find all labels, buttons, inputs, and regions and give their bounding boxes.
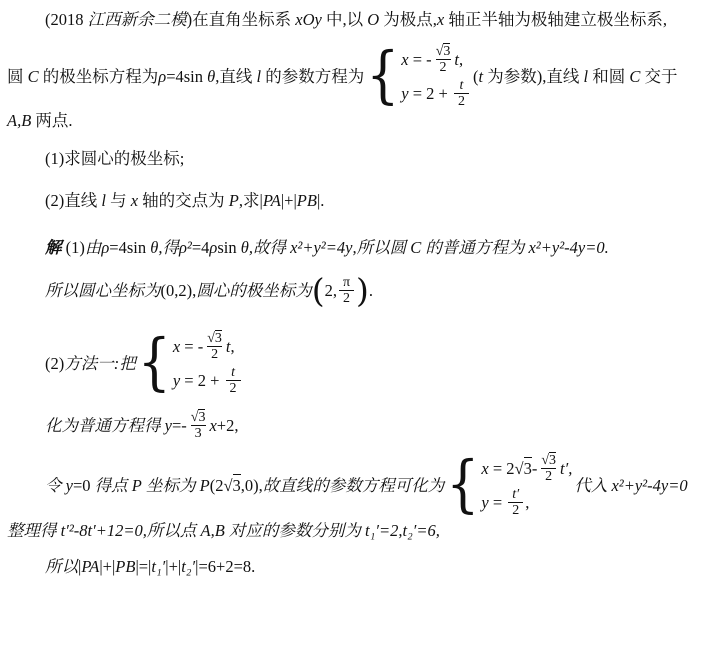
- text-run: =0: [72, 475, 95, 495]
- text-run: 轴的交点为: [138, 191, 229, 210]
- text-run: |+|: [99, 557, 116, 576]
- solution-line-3: [0, 327, 712, 399]
- text-run: ρ: [158, 66, 167, 86]
- text-run: y: [481, 493, 489, 512]
- text-run: +2,: [216, 415, 239, 435]
- text-run: ,0),: [240, 475, 263, 495]
- text-run: √: [223, 475, 233, 495]
- text-run: |.: [316, 191, 325, 210]
- text-run: t′: [512, 487, 520, 502]
- text-run: 2: [343, 291, 350, 306]
- text-run: 代入: [574, 475, 612, 495]
- text-run: 3: [214, 331, 222, 346]
- text-run: t′,: [560, 458, 573, 478]
- equation-system: [446, 449, 573, 521]
- text-run: P: [199, 475, 210, 495]
- text-run: θ: [207, 66, 216, 86]
- text-run: x²+y²-4y=0: [611, 475, 688, 495]
- text-run: √: [514, 458, 524, 478]
- fraction-denominator: [454, 93, 469, 109]
- fraction: [454, 78, 469, 109]
- text-run: t: [459, 78, 464, 93]
- text-run: x: [401, 49, 409, 69]
- question-1: (1)求圆心的极坐标;: [45, 149, 185, 168]
- fraction-denominator: [339, 290, 354, 306]
- text-run: |+|: [165, 557, 182, 576]
- text-run: 所以圆心坐标为: [45, 281, 161, 300]
- text-run: y: [164, 415, 172, 435]
- text-run: |: [78, 557, 82, 576]
- equation-rows: [173, 330, 243, 396]
- solution-line-2: [0, 270, 712, 310]
- text-run: PA: [81, 557, 100, 576]
- fraction-denominator: [207, 346, 222, 362]
- text-run: √: [207, 331, 215, 346]
- text-run: t: [225, 336, 231, 356]
- text-run: .: [368, 281, 373, 300]
- fraction-numerator: [510, 487, 521, 502]
- text-run: 得点: [94, 475, 132, 495]
- text-run: π: [342, 275, 351, 290]
- fraction: [189, 409, 208, 441]
- text-run: 为极点,: [379, 10, 437, 29]
- text-run: 方法一:把: [64, 353, 136, 373]
- text-run: t₁′: [151, 557, 166, 576]
- text-run: 的极坐标方程为: [38, 66, 159, 86]
- fraction-numerator: [539, 452, 558, 468]
- fraction: [339, 275, 354, 306]
- text-run: 化为普通方程得: [45, 415, 165, 435]
- text-run: x²+y²-4y=0.: [528, 238, 609, 257]
- fraction: [539, 452, 558, 484]
- text-run: = 2 +: [408, 84, 452, 103]
- text-run: ,求: [238, 191, 260, 210]
- fraction-denominator: [508, 502, 523, 518]
- text-run: t′²-8t′+12=0: [60, 521, 143, 540]
- text-run: 对应的参数分别为: [224, 521, 366, 540]
- text-run: -: [531, 458, 538, 478]
- text-run: |=6+2=8.: [195, 557, 256, 576]
- text-run: 2: [545, 469, 553, 484]
- fraction-numerator: [189, 409, 208, 425]
- text-run: = -: [408, 49, 432, 69]
- solution-line-5: [0, 449, 712, 521]
- text-run: ,故得: [248, 238, 291, 257]
- problem-line-3: [0, 110, 712, 131]
- text-run: y: [172, 371, 181, 390]
- text-run: )在直角坐标系: [186, 10, 296, 29]
- text-run: =4sin: [109, 238, 151, 257]
- text-run: √: [435, 44, 444, 59]
- left-brace-icon: {: [446, 449, 480, 521]
- text-run: t₁′=2,t₂′=6,: [365, 521, 440, 540]
- equation-system: [366, 40, 471, 112]
- text-run: t: [478, 66, 484, 86]
- text-run: sin: [217, 238, 241, 257]
- equation-row: [173, 365, 243, 396]
- solution-line-1: [0, 237, 712, 258]
- text-run: 2: [229, 381, 237, 396]
- text-run: C: [410, 238, 422, 257]
- text-run: (2018: [45, 10, 88, 29]
- equation-system: [137, 327, 243, 399]
- text-run: 交于: [640, 66, 678, 86]
- text-run: 3: [198, 410, 206, 425]
- text-run: y: [401, 84, 409, 103]
- text-run: 轴正半轴为极轴建立极坐标系,: [444, 10, 667, 29]
- left-brace-icon: {: [137, 327, 171, 399]
- solution-line-4: [0, 409, 712, 441]
- text-run: 2,: [324, 281, 337, 300]
- text-run: 为参数),直线: [483, 66, 584, 86]
- text-run: 2: [512, 503, 520, 518]
- text-run: 3: [194, 426, 202, 441]
- text-run: l: [256, 66, 262, 86]
- text-run: P: [131, 475, 142, 495]
- text-run: 所以: [45, 557, 78, 576]
- text-run: 令: [45, 475, 66, 495]
- text-run: l: [583, 66, 589, 86]
- text-run: =-: [171, 415, 187, 435]
- text-run: 3: [549, 453, 556, 468]
- text-run: 故直线的参数方程可化为: [262, 475, 445, 495]
- text-run: 坐标为: [141, 475, 200, 495]
- text-run: x: [130, 191, 139, 210]
- text-run: (2: [209, 475, 224, 495]
- text-run: t: [231, 365, 235, 380]
- fraction: [508, 487, 523, 518]
- left-brace-icon: {: [366, 40, 400, 112]
- text-run: (1): [61, 238, 85, 257]
- problem-line-1: [0, 9, 712, 30]
- text-run: x: [209, 415, 217, 435]
- text-run: ,: [525, 493, 530, 512]
- fraction: [205, 330, 224, 362]
- text-run: 的普通方程为: [421, 238, 529, 257]
- text-run: A,B: [7, 111, 32, 130]
- text-run: ,: [230, 336, 235, 356]
- fraction-numerator: [341, 275, 352, 290]
- fraction-numerator: [205, 330, 224, 346]
- text-run: x: [481, 458, 489, 478]
- text-run: = -: [180, 336, 204, 356]
- text-run: ρ: [101, 238, 110, 257]
- text-run: 两点.: [31, 111, 73, 130]
- text-run: x²+y²=4y: [290, 238, 353, 257]
- text-run: ρ²: [178, 238, 192, 257]
- text-run: 江西新余二模: [87, 10, 187, 29]
- text-run: |=|: [135, 557, 152, 576]
- fraction-denominator: [541, 468, 556, 484]
- text-run: =4sin: [166, 66, 208, 86]
- fraction-numerator: [458, 78, 466, 93]
- text-run: (2): [45, 353, 65, 373]
- text-run: 圆: [7, 66, 28, 86]
- text-run: |: [259, 191, 263, 210]
- equation-rows: [401, 43, 471, 109]
- text-run: 中,以: [321, 10, 368, 29]
- text-run: C: [27, 66, 39, 86]
- text-run: t₂′: [181, 557, 196, 576]
- fraction: [226, 365, 241, 396]
- fraction-denominator: [191, 425, 206, 441]
- fraction: [434, 43, 453, 75]
- fraction-denominator: [226, 380, 241, 396]
- text-run: x: [172, 336, 181, 356]
- text-run: =: [488, 493, 507, 512]
- text-run: (: [473, 66, 479, 86]
- equation-row: [481, 452, 572, 484]
- text-run: 3: [232, 476, 241, 495]
- question-2: [0, 190, 712, 211]
- text-run: 整理得: [7, 521, 61, 540]
- fraction-denominator: [436, 59, 451, 75]
- text-run: √: [190, 410, 199, 425]
- text-run: 2: [211, 347, 219, 362]
- text-run: ): [356, 270, 369, 310]
- text-run: =4: [191, 238, 210, 257]
- text-run: PA: [262, 191, 281, 210]
- text-run: 3: [443, 44, 451, 59]
- text-run: O: [367, 10, 380, 29]
- text-run: ,直线: [215, 66, 257, 86]
- fraction-numerator: [229, 365, 237, 380]
- text-run: 圆心的极坐标为: [196, 281, 312, 300]
- text-run: |+|: [280, 191, 297, 210]
- text-run: ,: [458, 49, 464, 69]
- text-run: θ: [240, 238, 249, 257]
- text-run: t: [454, 49, 459, 69]
- equation-row: [401, 43, 463, 75]
- text-run: (: [311, 270, 325, 310]
- text-run: (0,2),: [160, 281, 197, 300]
- equation-row: [481, 487, 529, 518]
- problem-line-2: [0, 40, 712, 112]
- text-run: ,得: [158, 238, 179, 257]
- text-run: 3: [523, 459, 532, 478]
- text-run: 2: [439, 60, 447, 75]
- text-run: PB: [296, 191, 317, 210]
- equation-row: [173, 330, 235, 362]
- text-run: = 2: [488, 458, 515, 478]
- text-run: = 2 +: [180, 371, 224, 390]
- text-run: (2)直线: [45, 191, 102, 210]
- text-run: PB: [115, 557, 136, 576]
- text-run: θ: [150, 238, 159, 257]
- text-run: P: [228, 191, 239, 210]
- fraction-numerator: [434, 43, 453, 59]
- text-run: y: [65, 475, 73, 495]
- equation-rows: [481, 452, 572, 518]
- text-run: √: [541, 453, 549, 468]
- text-run: 2: [458, 94, 465, 109]
- solution-line-6: [0, 520, 712, 541]
- text-run: xOy: [295, 10, 322, 29]
- text-run: 由: [84, 238, 102, 257]
- equation-row: [401, 78, 471, 109]
- text-run: A,B: [200, 521, 225, 540]
- text-run: ,所以点: [142, 521, 201, 540]
- text-run: ρ: [209, 238, 218, 257]
- solution-line-7: [0, 556, 712, 577]
- text-run: 解: [45, 238, 62, 257]
- text-run: l: [101, 191, 106, 210]
- text-run: x: [436, 10, 445, 29]
- text-run: 的参数方程为: [261, 66, 365, 86]
- text-run: 和圆: [588, 66, 630, 86]
- text-run: C: [629, 66, 641, 86]
- text-run: ,所以圆: [352, 238, 411, 257]
- text-run: 与: [105, 191, 131, 210]
